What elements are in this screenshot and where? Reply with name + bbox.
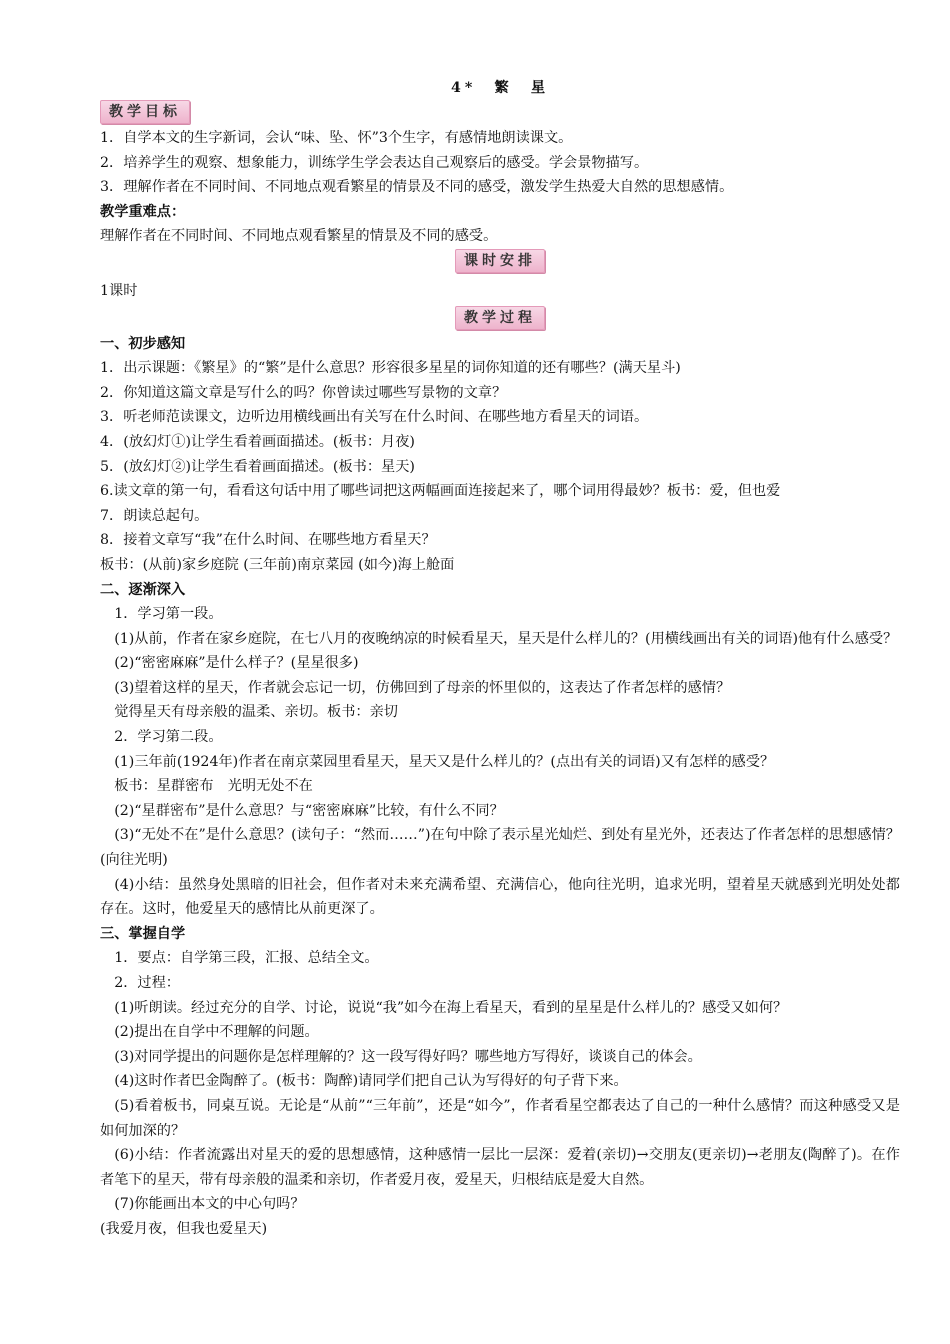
list-item: 6.读文章的第一句，看看这句话中用了哪些词把这两幅画面连接起来了，哪个词用得最妙？板书：爱，但也爱 <box>100 483 781 500</box>
list-item: (我爱月夜，但我也爱星天) <box>100 1220 268 1237</box>
list-item: (3)对同学提出的问题你是怎样理解的？这一段写得好吗？哪些地方写得好，谈谈自己的体会。 <box>114 1048 702 1065</box>
list-item: 觉得星天有母亲般的温柔、亲切。板书：亲切 <box>114 704 398 721</box>
key-points-heading: 教学重难点： <box>100 203 186 220</box>
list-item: (1)听朗读。经过充分的自学、讨论，说说“我”如今在海上看星天，看到的星星是什么样儿的？感受又如何？ <box>114 999 788 1016</box>
goals-badge: 教学目标 <box>100 100 190 124</box>
list-item: (2)“星群密布”是什么意思？与“密密麻麻”比较，有什么不同？ <box>114 802 504 819</box>
list-item: (2)“密密麻麻”是什么样子？(星星很多) <box>114 655 359 672</box>
list-item: (3)“无处不在”是什么意思？(读句子：“然而……”)在句中除了表示星光灿烂、到处有星光外，还表达了作者怎样的思想感情？(向往光明) <box>100 827 900 869</box>
process-badge: 教学过程 <box>455 306 545 330</box>
key-points-text: 理解作者在不同时间、不同地点观看繁星的情景及不同的感受。 <box>100 228 498 245</box>
list-item: (1)从前，作者在家乡庭院，在七八月的夜晚纳凉的时候看星天，星天是什么样儿的？(用横线画出有关的词语)他有什么感受？ <box>114 630 898 647</box>
list-item: (4)小结：虽然身处黑暗的旧社会，但作者对未来充满希望、充满信心，他向往光明，追求光明，望着星天就感到光明处处都存在。这时，他爱星天的感情比从前更深了。 <box>100 876 900 918</box>
list-item: 2．过程： <box>114 975 180 991</box>
list-item: (4)这时作者巴金陶醉了。(板书：陶醉)请同学们把自己认为写得好的句子背下来。 <box>114 1073 628 1090</box>
schedule-badge-row <box>100 249 900 275</box>
list-item: (7)你能画出本文的中心句吗？ <box>114 1196 305 1213</box>
process-badge-row <box>100 306 900 332</box>
section-heading: 一、初步感知 <box>100 335 186 352</box>
document-page <box>100 76 900 1242</box>
goals-badge-row <box>100 100 900 126</box>
list-item: 1．学习第一段。 <box>114 606 223 623</box>
list-item: 2．你知道这篇文章是写什么的吗？你曾读过哪些写景物的文章？ <box>100 384 507 401</box>
list-item: (3)望着这样的星天，作者就会忘记一切，仿佛回到了母亲的怀里似的，这表达了作者怎样的感情？ <box>114 679 731 696</box>
list-item: 1．要点：自学第三段，汇报、总结全文。 <box>114 950 379 967</box>
list-item: 1．出示课题：《繁星》的“繁”是什么意思？形容很多星星的词你知道的还有哪些？(满天星斗) <box>100 360 681 377</box>
list-item: 8．接着文章写“我”在什么时间、在哪些地方看星天？ <box>100 532 436 549</box>
list-item: (2)提出在自学中不理解的问题。 <box>114 1024 319 1041</box>
list-item: 2．学习第二段。 <box>114 729 223 746</box>
list-item: (5)看着板书，同桌互说。无论是“从前”“三年前”，还是“如今”，作者看星空都表达了自己的一种什么感情？而这种感受又是如何加深的？ <box>100 1097 900 1139</box>
schedule-badge: 课时安排 <box>455 249 545 273</box>
list-item: (6)小结：作者流露出对星天的爱的思想感情，这种感情一层比一层深：爱着(亲切)→交朋友(更亲切)→老朋友(陶醉了)。在作者笔下的星天，带有母亲般的温柔和亲切，作者爱月夜，爱星天，归根结底是爱大自然。 <box>100 1147 900 1188</box>
list-item: 板书：(从前)家乡庭院 (三年前)南京菜园 (如今)海上舱面 <box>100 556 455 573</box>
list-item: 3．听老师范读课文，边听边用横线画出有关写在什么时间、在哪些地方看星天的词语。 <box>100 409 649 426</box>
section-heading: 三、掌握自学 <box>100 925 186 942</box>
goal-item: 2．培养学生的观察、想象能力，训练学生学会表达自己观察后的感受。学会景物描写。 <box>100 154 649 171</box>
list-item: (1)三年前(1924年)作者在南京菜园里看星天，星天又是什么样儿的？(点出有关的词语)又有怎样的感受？ <box>114 753 775 770</box>
list-item: 板书：星群密布 光明无处不在 <box>114 778 313 795</box>
list-item: 7．朗读总起句。 <box>100 507 209 524</box>
section-heading: 二、逐渐深入 <box>100 581 186 598</box>
goal-item: 1．自学本文的生字新词，会认“味、坠、怀”3个生字，有感情地朗读课文。 <box>100 130 573 146</box>
lesson-title: 4* 繁 星 <box>450 80 550 96</box>
schedule-text: 1课时 <box>100 282 138 299</box>
list-item: 5．(放幻灯②)让学生看着画面描述。(板书：星天) <box>100 458 415 475</box>
goal-item: 3．理解作者在不同时间、不同地点观看繁星的情景及不同的感受，激发学生热爱大自然的思想感情。 <box>100 179 734 196</box>
list-item: 4．(放幻灯①)让学生看着画面描述。(板书：月夜) <box>100 433 415 450</box>
